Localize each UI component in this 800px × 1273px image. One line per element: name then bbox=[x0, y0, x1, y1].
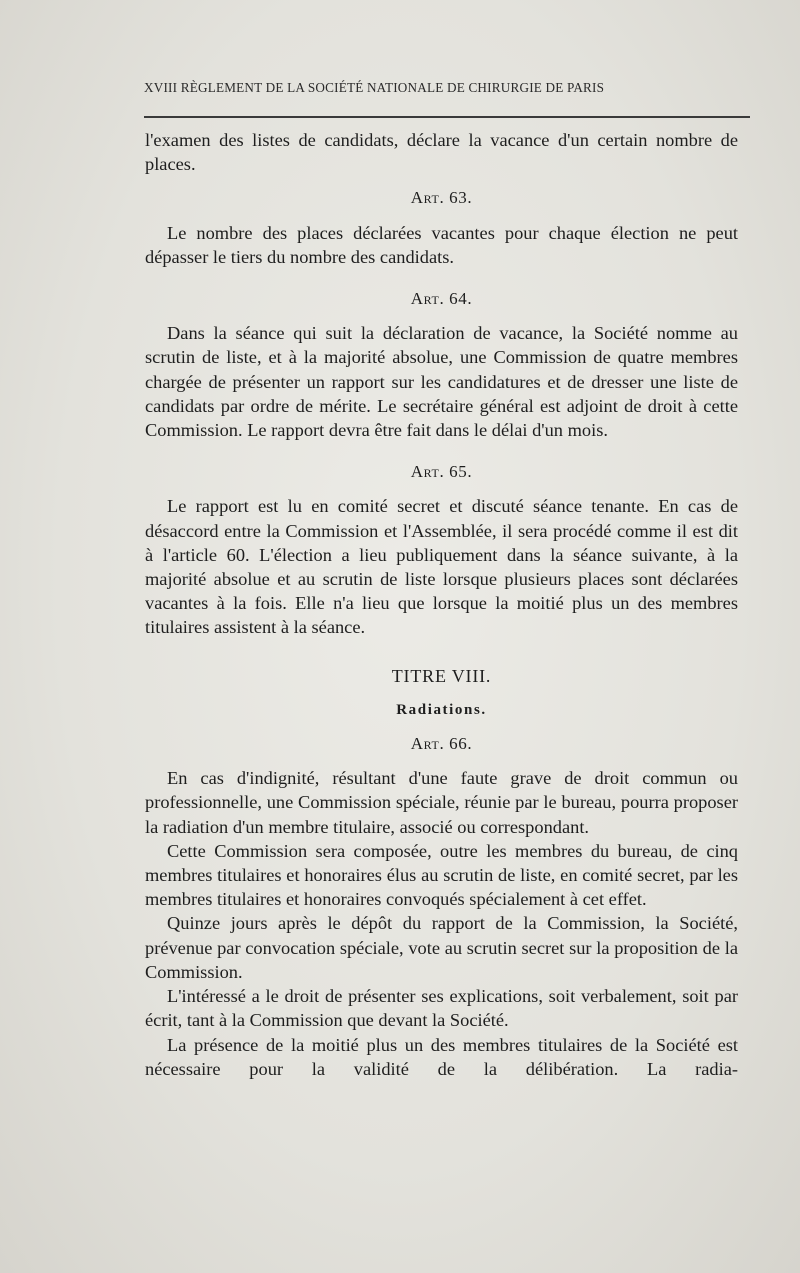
article-66-heading: Art. 66. bbox=[410, 734, 473, 754]
article-63-heading: Art. 63. bbox=[410, 188, 473, 208]
article-64-heading: Art. 64. bbox=[410, 289, 473, 309]
intro-paragraph: l'examen des listes de candidats, déclare la vacance d'un certain nombre de places. bbox=[145, 130, 738, 175]
article-65-paragraph: Le rapport est lu en comité secret et discuté séance tenante. En cas de désaccord entre la Commission et l'Assemblée, il sera procédé comme il est dit à l'article 60. L'élection a lieu publiquement dans la séance suivante, à la majorité absolue et au scrutin de liste lorsque plusieurs places sont déclarées vacantes à la fois. Elle n'a lieu que lorsque la moitié plus un des membres titulaires assistent à la séance. bbox=[145, 496, 738, 638]
article-66-paragraph-5: La présence de la moitié plus un des membres titulaires de la Société est nécessaire pour la validité de la délibération. La radia- bbox=[145, 1034, 738, 1079]
article-63-paragraph: Le nombre des places déclarées vacantes pour chaque élection ne peut dépasser le tiers du nombre des candidats. bbox=[145, 222, 738, 267]
titre-subheading: Radiations. bbox=[396, 701, 487, 718]
running-head: XVIII RÈGLEMENT DE LA SOCIÉTÉ NATIONALE DE CHIRURGIE DE PARIS bbox=[144, 80, 605, 95]
article-66-paragraph-1: En cas d'indignité, résultant d'une faute grave de droit commun ou professionnelle, une Commission spéciale, réunie par le bureau, pourra proposer la radiation d'un membre titulaire, associé ou correspondant. bbox=[145, 768, 738, 837]
article-64-paragraph: Dans la séance qui suit la déclaration de vacance, la Société nomme au scrutin de liste, et à la majorité absolue, une Commission de quatre membres chargée de présenter un rapport sur les candidatures et de dresser une liste de candidats par ordre de mérite. Le secrétaire général est adjoint de droit à cette Commission. Le rapport devra être fait dans le délai d'un mois. bbox=[145, 323, 738, 441]
header-rule bbox=[144, 116, 750, 118]
article-66-paragraph-3: Quinze jours après le dépôt du rapport de la Commission, la Société, prévenue par convocation spéciale, vote au scrutin secret sur la proposition de la Commission. bbox=[145, 913, 738, 982]
article-65-heading: Art. 65. bbox=[410, 462, 473, 482]
page-body bbox=[145, 128, 738, 1081]
article-66-paragraph-4: L'intéressé a le droit de présenter ses explications, soit verbalement, soit par écrit, tant à la Commission que devant la Société. bbox=[145, 986, 738, 1031]
titre-heading: TITRE VIII. bbox=[391, 665, 492, 686]
article-66-paragraph-2: Cette Commission sera composée, outre les membres du bureau, de cinq membres titulaires et honoraires élus au scrutin de liste, en comité secret, par les membres titulaires et honoraires convoqués spécialement à cet effet. bbox=[145, 840, 738, 910]
